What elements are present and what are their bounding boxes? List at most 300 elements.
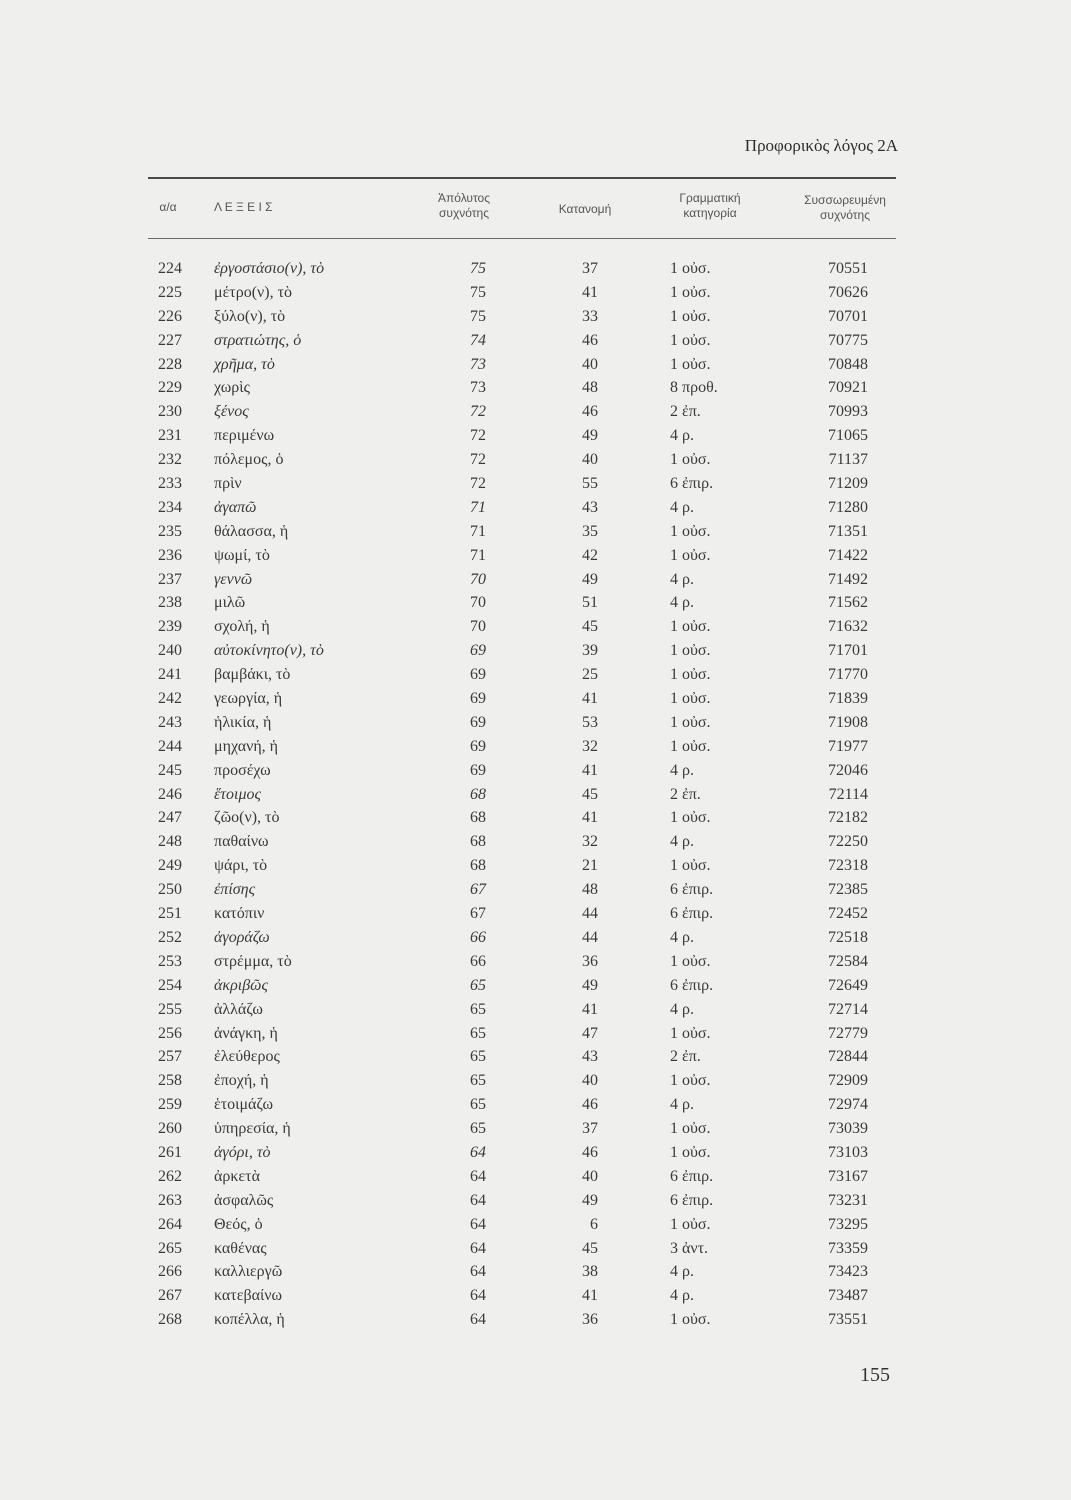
row-word: ξύλο(ν), τὸ bbox=[214, 307, 286, 325]
row-cumulative-frequency: 70921 bbox=[828, 379, 868, 397]
row-absolute-frequency: 74 bbox=[470, 331, 486, 349]
row-index: 262 bbox=[158, 1167, 182, 1185]
row-grammatical-category: 1 οὐσ. bbox=[670, 809, 711, 827]
table-row bbox=[0, 975, 1071, 999]
row-word: ἐπίσης bbox=[214, 881, 256, 899]
row-cumulative-frequency: 71701 bbox=[828, 642, 868, 660]
row-index: 254 bbox=[158, 976, 182, 994]
row-word: ἀσφαλῶς bbox=[214, 1191, 274, 1209]
row-grammatical-category: 4 ρ. bbox=[670, 1096, 694, 1114]
table-row bbox=[0, 592, 1071, 616]
table-row bbox=[0, 569, 1071, 593]
row-cumulative-frequency: 72452 bbox=[828, 905, 868, 923]
row-grammatical-category: 2 ἐπ. bbox=[670, 1048, 701, 1066]
row-word: μηχανή, ἡ bbox=[214, 737, 279, 755]
row-word: ψάρι, τὸ bbox=[214, 857, 268, 875]
row-cumulative-frequency: 71770 bbox=[828, 666, 868, 684]
row-distribution: 35 bbox=[582, 522, 598, 540]
row-grammatical-category: 4 ρ. bbox=[670, 498, 694, 516]
row-cumulative-frequency: 71137 bbox=[828, 451, 868, 469]
row-distribution: 49 bbox=[582, 427, 598, 445]
row-distribution: 49 bbox=[582, 1191, 598, 1209]
row-cumulative-frequency: 72182 bbox=[828, 809, 868, 827]
row-absolute-frequency: 64 bbox=[470, 1287, 486, 1305]
row-distribution: 46 bbox=[582, 1096, 598, 1114]
row-cumulative-frequency: 73487 bbox=[828, 1287, 868, 1305]
frequency-table bbox=[0, 258, 1071, 1333]
table-row bbox=[0, 1190, 1071, 1214]
col-header-grammatical-category bbox=[660, 191, 760, 221]
row-distribution: 48 bbox=[582, 881, 598, 899]
row-index: 244 bbox=[158, 737, 182, 755]
row-absolute-frequency: 65 bbox=[470, 1000, 486, 1018]
col-header-absolute-frequency bbox=[414, 191, 514, 221]
row-grammatical-category: 1 οὐσ. bbox=[670, 690, 711, 708]
row-word: κοπέλλα, ἡ bbox=[214, 1311, 285, 1329]
row-absolute-frequency: 68 bbox=[470, 809, 486, 827]
row-word: ἀγαπῶ bbox=[214, 498, 257, 516]
row-absolute-frequency: 69 bbox=[470, 761, 486, 779]
row-distribution: 33 bbox=[582, 307, 598, 325]
table-row bbox=[0, 1142, 1071, 1166]
row-word: κατεβαίνω bbox=[214, 1287, 283, 1305]
row-word: ἀλλάζω bbox=[214, 1000, 263, 1018]
col-header-cum-line1: Συσσωρευμένη bbox=[804, 193, 886, 207]
row-cumulative-frequency: 70626 bbox=[828, 283, 868, 301]
col-header-word: Λ Ε Ξ Ε Ι Σ bbox=[214, 200, 273, 214]
table-row bbox=[0, 879, 1071, 903]
row-grammatical-category: 2 ἐπ. bbox=[670, 403, 701, 421]
row-cumulative-frequency: 72584 bbox=[828, 952, 868, 970]
row-absolute-frequency: 68 bbox=[470, 785, 486, 803]
row-grammatical-category: 6 ἐπιρ. bbox=[670, 1191, 714, 1209]
row-word: χρῆμα, τὸ bbox=[214, 355, 275, 373]
row-grammatical-category: 4 ρ. bbox=[670, 1000, 694, 1018]
table-row bbox=[0, 1094, 1071, 1118]
row-index: 259 bbox=[158, 1096, 182, 1114]
row-cumulative-frequency: 71209 bbox=[828, 475, 868, 493]
row-absolute-frequency: 64 bbox=[470, 1191, 486, 1209]
row-distribution: 46 bbox=[582, 403, 598, 421]
row-grammatical-category: 1 οὐσ. bbox=[670, 1072, 711, 1090]
row-grammatical-category: 1 οὐσ. bbox=[670, 642, 711, 660]
row-cumulative-frequency: 72649 bbox=[828, 976, 868, 994]
row-index: 258 bbox=[158, 1072, 182, 1090]
col-header-absolute-line1: Ἀπόλυτος bbox=[437, 191, 491, 205]
row-cumulative-frequency: 73231 bbox=[828, 1191, 868, 1209]
row-cumulative-frequency: 73103 bbox=[828, 1143, 868, 1161]
row-absolute-frequency: 65 bbox=[470, 1024, 486, 1042]
row-absolute-frequency: 64 bbox=[470, 1311, 486, 1329]
table-row bbox=[0, 1166, 1071, 1190]
col-header-absolute-line2: συχνότης bbox=[439, 206, 489, 220]
row-word: Θεός, ὁ bbox=[214, 1215, 263, 1233]
row-absolute-frequency: 72 bbox=[470, 451, 486, 469]
row-distribution: 45 bbox=[582, 1239, 598, 1257]
row-grammatical-category: 4 ρ. bbox=[670, 1287, 694, 1305]
row-absolute-frequency: 66 bbox=[470, 928, 486, 946]
row-distribution: 41 bbox=[582, 1000, 598, 1018]
row-word: κατόπιν bbox=[214, 905, 265, 923]
row-absolute-frequency: 71 bbox=[470, 546, 486, 564]
row-cumulative-frequency: 73423 bbox=[828, 1263, 868, 1281]
row-index: 251 bbox=[158, 905, 182, 923]
row-grammatical-category: 4 ρ. bbox=[670, 427, 694, 445]
row-absolute-frequency: 68 bbox=[470, 857, 486, 875]
table-row bbox=[0, 736, 1071, 760]
row-absolute-frequency: 72 bbox=[470, 403, 486, 421]
row-word: ἀκριβῶς bbox=[214, 976, 268, 994]
row-distribution: 39 bbox=[582, 642, 598, 660]
row-grammatical-category: 1 οὐσ. bbox=[670, 1143, 711, 1161]
row-word: μιλῶ bbox=[214, 594, 246, 612]
row-index: 268 bbox=[158, 1311, 182, 1329]
table-row bbox=[0, 616, 1071, 640]
table-row bbox=[0, 903, 1071, 927]
row-index: 257 bbox=[158, 1048, 182, 1066]
col-header-gram-line1: Γραμματική bbox=[679, 191, 741, 205]
row-cumulative-frequency: 73039 bbox=[828, 1120, 868, 1138]
row-cumulative-frequency: 70775 bbox=[828, 331, 868, 349]
row-distribution: 25 bbox=[582, 666, 598, 684]
row-index: 249 bbox=[158, 857, 182, 875]
row-distribution: 38 bbox=[582, 1263, 598, 1281]
row-distribution: 36 bbox=[582, 1311, 598, 1329]
row-distribution: 42 bbox=[582, 546, 598, 564]
table-row bbox=[0, 473, 1071, 497]
row-cumulative-frequency: 71562 bbox=[828, 594, 868, 612]
row-grammatical-category: 6 ἐπιρ. bbox=[670, 475, 714, 493]
row-distribution: 41 bbox=[582, 809, 598, 827]
row-word: βαμβάκι, τὸ bbox=[214, 666, 291, 684]
row-index: 224 bbox=[158, 260, 182, 277]
row-distribution: 32 bbox=[582, 833, 598, 851]
table-row bbox=[0, 927, 1071, 951]
row-word: μέτρο(ν), τὸ bbox=[214, 283, 293, 301]
row-index: 242 bbox=[158, 690, 182, 708]
row-absolute-frequency: 70 bbox=[470, 594, 486, 612]
row-distribution: 40 bbox=[582, 355, 598, 373]
row-index: 234 bbox=[158, 498, 182, 516]
row-word: ἐλεύθερος bbox=[214, 1048, 280, 1066]
table-row bbox=[0, 807, 1071, 831]
row-index: 267 bbox=[158, 1287, 182, 1305]
row-word: ψωμί, τὸ bbox=[214, 546, 270, 564]
row-cumulative-frequency: 72250 bbox=[828, 833, 868, 851]
row-word: ἀγοράζω bbox=[214, 928, 270, 946]
row-absolute-frequency: 75 bbox=[470, 283, 486, 301]
row-absolute-frequency: 70 bbox=[470, 570, 486, 588]
row-distribution: 47 bbox=[582, 1024, 598, 1042]
table-row bbox=[0, 688, 1071, 712]
table-row bbox=[0, 760, 1071, 784]
row-index: 239 bbox=[158, 618, 182, 636]
table-row bbox=[0, 712, 1071, 736]
row-distribution: 37 bbox=[582, 260, 598, 277]
row-word: ξένος bbox=[214, 403, 249, 421]
row-word: ἀρκετὰ bbox=[214, 1167, 260, 1185]
row-index: 241 bbox=[158, 666, 182, 684]
row-cumulative-frequency: 70993 bbox=[828, 403, 868, 421]
row-word: ἐργοστάσιο(ν), τὸ bbox=[214, 260, 325, 277]
table-row bbox=[0, 1261, 1071, 1285]
row-grammatical-category: 1 οὐσ. bbox=[670, 1311, 711, 1329]
row-grammatical-category: 6 ἐπιρ. bbox=[670, 1167, 714, 1185]
row-index: 256 bbox=[158, 1024, 182, 1042]
row-word: ἐποχή, ἡ bbox=[214, 1072, 269, 1090]
row-word: γεννῶ bbox=[214, 570, 253, 588]
row-absolute-frequency: 73 bbox=[470, 355, 486, 373]
row-index: 238 bbox=[158, 594, 182, 612]
row-index: 229 bbox=[158, 379, 182, 397]
row-absolute-frequency: 64 bbox=[470, 1143, 486, 1161]
row-distribution: 32 bbox=[582, 737, 598, 755]
table-row bbox=[0, 1070, 1071, 1094]
row-absolute-frequency: 71 bbox=[470, 522, 486, 540]
row-absolute-frequency: 69 bbox=[470, 666, 486, 684]
table-row bbox=[0, 1214, 1071, 1238]
row-cumulative-frequency: 72318 bbox=[828, 857, 868, 875]
row-grammatical-category: 1 οὐσ. bbox=[670, 451, 711, 469]
row-index: 252 bbox=[158, 928, 182, 946]
row-index: 230 bbox=[158, 403, 182, 421]
row-cumulative-frequency: 72779 bbox=[828, 1024, 868, 1042]
row-distribution: 6 bbox=[590, 1215, 598, 1233]
table-row bbox=[0, 1046, 1071, 1070]
row-index: 236 bbox=[158, 546, 182, 564]
table-row bbox=[0, 497, 1071, 521]
row-cumulative-frequency: 72714 bbox=[828, 1000, 868, 1018]
table-row bbox=[0, 999, 1071, 1023]
row-distribution: 44 bbox=[582, 928, 598, 946]
row-word: παθαίνω bbox=[214, 833, 269, 851]
row-distribution: 43 bbox=[582, 1048, 598, 1066]
row-grammatical-category: 1 οὐσ. bbox=[670, 618, 711, 636]
row-index: 265 bbox=[158, 1239, 182, 1257]
row-word: καλλιεργῶ bbox=[214, 1263, 283, 1281]
table-row bbox=[0, 282, 1071, 306]
row-absolute-frequency: 67 bbox=[470, 905, 486, 923]
row-absolute-frequency: 75 bbox=[470, 260, 486, 277]
table-row bbox=[0, 330, 1071, 354]
row-word: περιμένω bbox=[214, 427, 275, 445]
row-grammatical-category: 4 ρ. bbox=[670, 570, 694, 588]
row-word: πρὶν bbox=[214, 475, 242, 493]
row-index: 248 bbox=[158, 833, 182, 851]
row-distribution: 41 bbox=[582, 1287, 598, 1305]
row-distribution: 51 bbox=[582, 594, 598, 612]
row-index: 240 bbox=[158, 642, 182, 660]
table-row bbox=[0, 664, 1071, 688]
row-distribution: 37 bbox=[582, 1120, 598, 1138]
row-cumulative-frequency: 71280 bbox=[828, 498, 868, 516]
row-cumulative-frequency: 71065 bbox=[828, 427, 868, 445]
row-index: 245 bbox=[158, 761, 182, 779]
row-absolute-frequency: 65 bbox=[470, 1048, 486, 1066]
table-row bbox=[0, 545, 1071, 569]
row-cumulative-frequency: 73551 bbox=[828, 1311, 868, 1329]
row-grammatical-category: 4 ρ. bbox=[670, 1263, 694, 1281]
row-grammatical-category: 6 ἐπιρ. bbox=[670, 976, 714, 994]
row-cumulative-frequency: 72046 bbox=[828, 761, 868, 779]
row-distribution: 53 bbox=[582, 713, 598, 731]
row-distribution: 48 bbox=[582, 379, 598, 397]
row-word: ἑτοιμάζω bbox=[214, 1096, 273, 1114]
row-cumulative-frequency: 72844 bbox=[828, 1048, 868, 1066]
row-word: προσέχω bbox=[214, 761, 271, 779]
row-index: 235 bbox=[158, 522, 182, 540]
row-absolute-frequency: 69 bbox=[470, 690, 486, 708]
row-distribution: 45 bbox=[582, 618, 598, 636]
row-grammatical-category: 3 ἀντ. bbox=[670, 1239, 709, 1257]
row-word: θάλασσα, ἡ bbox=[214, 522, 289, 540]
row-index: 228 bbox=[158, 355, 182, 373]
row-distribution: 49 bbox=[582, 570, 598, 588]
row-grammatical-category: 1 οὐσ. bbox=[670, 260, 711, 277]
row-cumulative-frequency: 71351 bbox=[828, 522, 868, 540]
table-row bbox=[0, 951, 1071, 975]
row-index: 264 bbox=[158, 1215, 182, 1233]
col-header-cum-line2: συχνότης bbox=[820, 208, 870, 222]
row-grammatical-category: 1 οὐσ. bbox=[670, 857, 711, 875]
row-absolute-frequency: 71 bbox=[470, 498, 486, 516]
row-index: 243 bbox=[158, 713, 182, 731]
row-absolute-frequency: 69 bbox=[470, 642, 486, 660]
row-absolute-frequency: 64 bbox=[470, 1215, 486, 1233]
row-index: 227 bbox=[158, 331, 182, 349]
row-grammatical-category: 1 οὐσ. bbox=[670, 307, 711, 325]
table-row bbox=[0, 640, 1071, 664]
row-distribution: 40 bbox=[582, 1167, 598, 1185]
row-grammatical-category: 8 προθ. bbox=[670, 379, 718, 397]
row-distribution: 41 bbox=[582, 690, 598, 708]
row-absolute-frequency: 68 bbox=[470, 833, 486, 851]
row-grammatical-category: 1 οὐσ. bbox=[670, 546, 711, 564]
table-row bbox=[0, 784, 1071, 808]
row-index: 246 bbox=[158, 785, 182, 803]
row-absolute-frequency: 69 bbox=[470, 713, 486, 731]
row-grammatical-category: 4 ρ. bbox=[670, 594, 694, 612]
row-word: αὐτοκίνητο(ν), τὸ bbox=[214, 642, 324, 660]
row-grammatical-category: 1 οὐσ. bbox=[670, 666, 711, 684]
row-index: 226 bbox=[158, 307, 182, 325]
row-index: 260 bbox=[158, 1120, 182, 1138]
row-grammatical-category: 4 ρ. bbox=[670, 928, 694, 946]
row-word: ἡλικία, ἡ bbox=[214, 713, 272, 731]
table-row bbox=[0, 831, 1071, 855]
table-row bbox=[0, 306, 1071, 330]
row-grammatical-category: 1 οὐσ. bbox=[670, 713, 711, 731]
row-distribution: 41 bbox=[582, 761, 598, 779]
col-header-distribution: Κατανομή bbox=[558, 202, 612, 216]
row-cumulative-frequency: 71422 bbox=[828, 546, 868, 564]
row-word: ζῶο(ν), τὸ bbox=[214, 809, 280, 827]
row-word: γεωργία, ἡ bbox=[214, 690, 283, 708]
row-index: 250 bbox=[158, 881, 182, 899]
row-grammatical-category: 1 οὐσ. bbox=[670, 1024, 711, 1042]
table-row bbox=[0, 258, 1071, 282]
row-cumulative-frequency: 72114 bbox=[828, 785, 868, 803]
table-row bbox=[0, 1023, 1071, 1047]
row-cumulative-frequency: 72974 bbox=[828, 1096, 868, 1114]
row-word: σχολή, ἡ bbox=[214, 618, 270, 636]
row-distribution: 36 bbox=[582, 952, 598, 970]
row-word: στρέμμα, τὸ bbox=[214, 952, 292, 970]
row-index: 233 bbox=[158, 475, 182, 493]
row-index: 247 bbox=[158, 809, 182, 827]
col-header-index: α/α bbox=[159, 200, 177, 214]
row-grammatical-category: 1 οὐσ. bbox=[670, 522, 711, 540]
row-word: ἀγόρι, τὸ bbox=[214, 1143, 271, 1161]
row-word: ἀνάγκη, ἡ bbox=[214, 1024, 278, 1042]
row-distribution: 49 bbox=[582, 976, 598, 994]
row-absolute-frequency: 75 bbox=[470, 307, 486, 325]
row-grammatical-category: 4 ρ. bbox=[670, 833, 694, 851]
col-header-cumulative-frequency bbox=[790, 193, 900, 223]
row-index: 253 bbox=[158, 952, 182, 970]
col-header-gram-line2: κατηγορία bbox=[683, 206, 737, 220]
row-cumulative-frequency: 73167 bbox=[828, 1167, 868, 1185]
row-grammatical-category: 1 οὐσ. bbox=[670, 283, 711, 301]
header-bottom-rule bbox=[148, 238, 896, 239]
row-index: 237 bbox=[158, 570, 182, 588]
row-distribution: 41 bbox=[582, 283, 598, 301]
row-distribution: 21 bbox=[582, 857, 598, 875]
table-row bbox=[0, 1285, 1071, 1309]
row-index: 255 bbox=[158, 1000, 182, 1018]
row-grammatical-category: 4 ρ. bbox=[670, 761, 694, 779]
row-cumulative-frequency: 71977 bbox=[828, 737, 868, 755]
row-distribution: 40 bbox=[582, 451, 598, 469]
row-word: ὑπηρεσία, ἡ bbox=[214, 1120, 291, 1138]
row-grammatical-category: 1 οὐσ. bbox=[670, 1215, 711, 1233]
table-row bbox=[0, 1118, 1071, 1142]
row-cumulative-frequency: 73295 bbox=[828, 1215, 868, 1233]
table-row bbox=[0, 425, 1071, 449]
table-row bbox=[0, 377, 1071, 401]
row-absolute-frequency: 73 bbox=[470, 379, 486, 397]
table-row bbox=[0, 1238, 1071, 1262]
row-grammatical-category: 1 οὐσ. bbox=[670, 355, 711, 373]
row-absolute-frequency: 64 bbox=[470, 1263, 486, 1281]
page-title: Προφορικὸς λόγος 2Α bbox=[744, 136, 898, 155]
row-word: στρατιώτης, ὁ bbox=[214, 331, 302, 349]
row-distribution: 45 bbox=[582, 785, 598, 803]
row-cumulative-frequency: 71492 bbox=[828, 570, 868, 588]
row-distribution: 46 bbox=[582, 1143, 598, 1161]
row-absolute-frequency: 69 bbox=[470, 737, 486, 755]
row-index: 261 bbox=[158, 1143, 182, 1161]
row-cumulative-frequency: 71839 bbox=[828, 690, 868, 708]
row-cumulative-frequency: 70701 bbox=[828, 307, 868, 325]
row-cumulative-frequency: 70551 bbox=[828, 260, 868, 277]
header-top-rule bbox=[148, 177, 896, 179]
row-distribution: 46 bbox=[582, 331, 598, 349]
table-row bbox=[0, 1309, 1071, 1333]
row-grammatical-category: 1 οὐσ. bbox=[670, 952, 711, 970]
row-distribution: 40 bbox=[582, 1072, 598, 1090]
row-index: 232 bbox=[158, 451, 182, 469]
row-absolute-frequency: 72 bbox=[470, 475, 486, 493]
row-absolute-frequency: 70 bbox=[470, 618, 486, 636]
row-cumulative-frequency: 72385 bbox=[828, 881, 868, 899]
row-word: καθένας bbox=[214, 1239, 267, 1257]
row-grammatical-category: 6 ἐπιρ. bbox=[670, 905, 714, 923]
row-grammatical-category: 1 οὐσ. bbox=[670, 737, 711, 755]
row-cumulative-frequency: 72518 bbox=[828, 928, 868, 946]
row-index: 263 bbox=[158, 1191, 182, 1209]
page-number: 155 bbox=[860, 1364, 890, 1386]
